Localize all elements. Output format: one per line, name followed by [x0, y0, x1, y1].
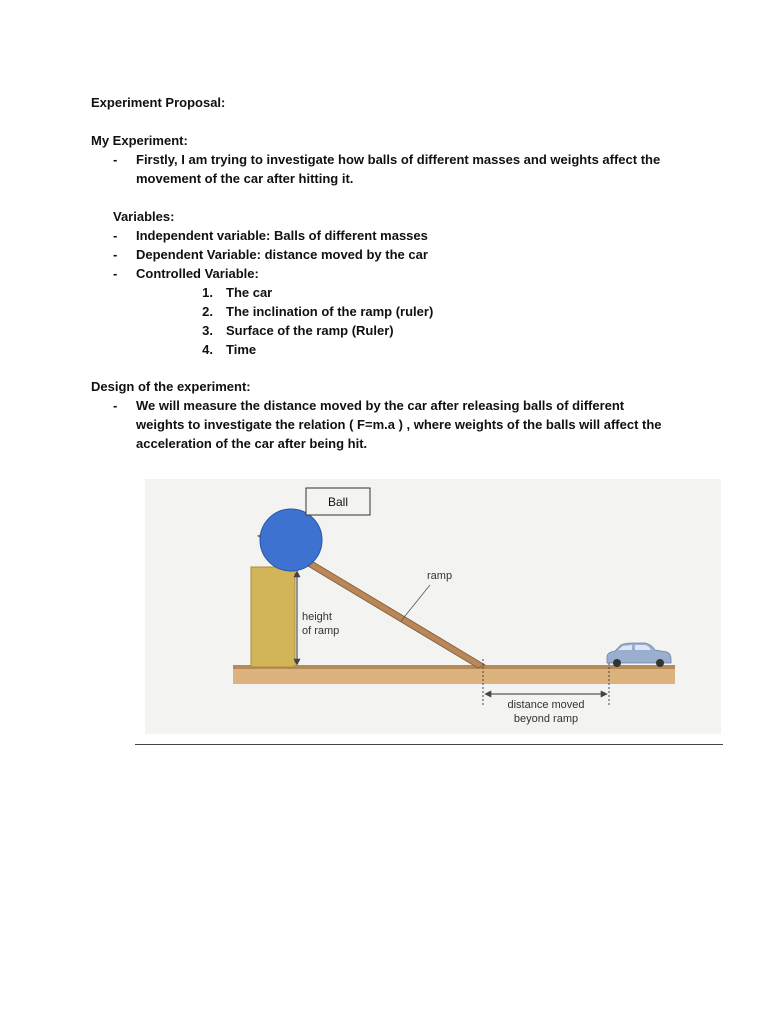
controlled-item: The inclination of the ramp (ruler) — [226, 304, 434, 319]
design-description-line1: We will measure the distance moved by the car after releasing balls of different — [136, 398, 625, 413]
ball — [260, 509, 322, 571]
design-description-line2: weights to investigate the relation ( F=m.a ) , where weights of the balls will affect the — [136, 417, 662, 432]
controlled-item: Surface of the ramp (Ruler) — [226, 323, 394, 338]
ramp-support-block — [251, 567, 295, 667]
controlled-variable-heading: Controlled Variable: — [136, 266, 259, 281]
design-description-line3: acceleration of the car after being hit. — [136, 436, 368, 451]
controlled-item-number: 3. — [202, 323, 213, 338]
ramp-label-leader — [401, 585, 430, 621]
controlled-item: Time — [226, 342, 257, 357]
experiment-description-line2: movement of the car after hitting it. — [136, 171, 354, 186]
ball-label: Ball — [327, 495, 349, 509]
document-title: Experiment Proposal: — [91, 95, 226, 110]
ramp-experiment-diagram — [145, 479, 721, 734]
bullet-dash: - — [113, 398, 118, 413]
controlled-item-number: 1. — [202, 285, 213, 300]
controlled-item-number: 2. — [202, 304, 213, 319]
bullet-dash: - — [113, 247, 118, 262]
car — [607, 643, 671, 667]
distance-label-line2: beyond ramp — [513, 713, 579, 725]
bullet-dash: - — [113, 228, 118, 243]
height-label-line1: height — [302, 611, 332, 623]
variables-heading: Variables: — [113, 209, 175, 224]
bullet-dash: - — [113, 152, 118, 167]
design-heading: Design of the experiment: — [91, 379, 251, 394]
independent-variable: Independent variable: Balls of different masses — [136, 228, 428, 243]
bullet-dash: - — [113, 266, 118, 281]
dependent-variable: Dependent Variable: distance moved by the car — [136, 247, 428, 262]
my-experiment-heading: My Experiment: — [91, 133, 188, 148]
diagram-svg — [145, 479, 721, 734]
controlled-item: The car — [226, 285, 273, 300]
distance-label-line1: distance moved — [507, 699, 585, 711]
height-label-line2: of ramp — [302, 625, 340, 637]
ramp-label: ramp — [427, 570, 453, 582]
horizontal-rule — [135, 744, 723, 745]
controlled-item-number: 4. — [202, 342, 213, 357]
experiment-description-line1: Firstly, I am trying to investigate how balls of different masses and weights affect the — [136, 152, 661, 167]
